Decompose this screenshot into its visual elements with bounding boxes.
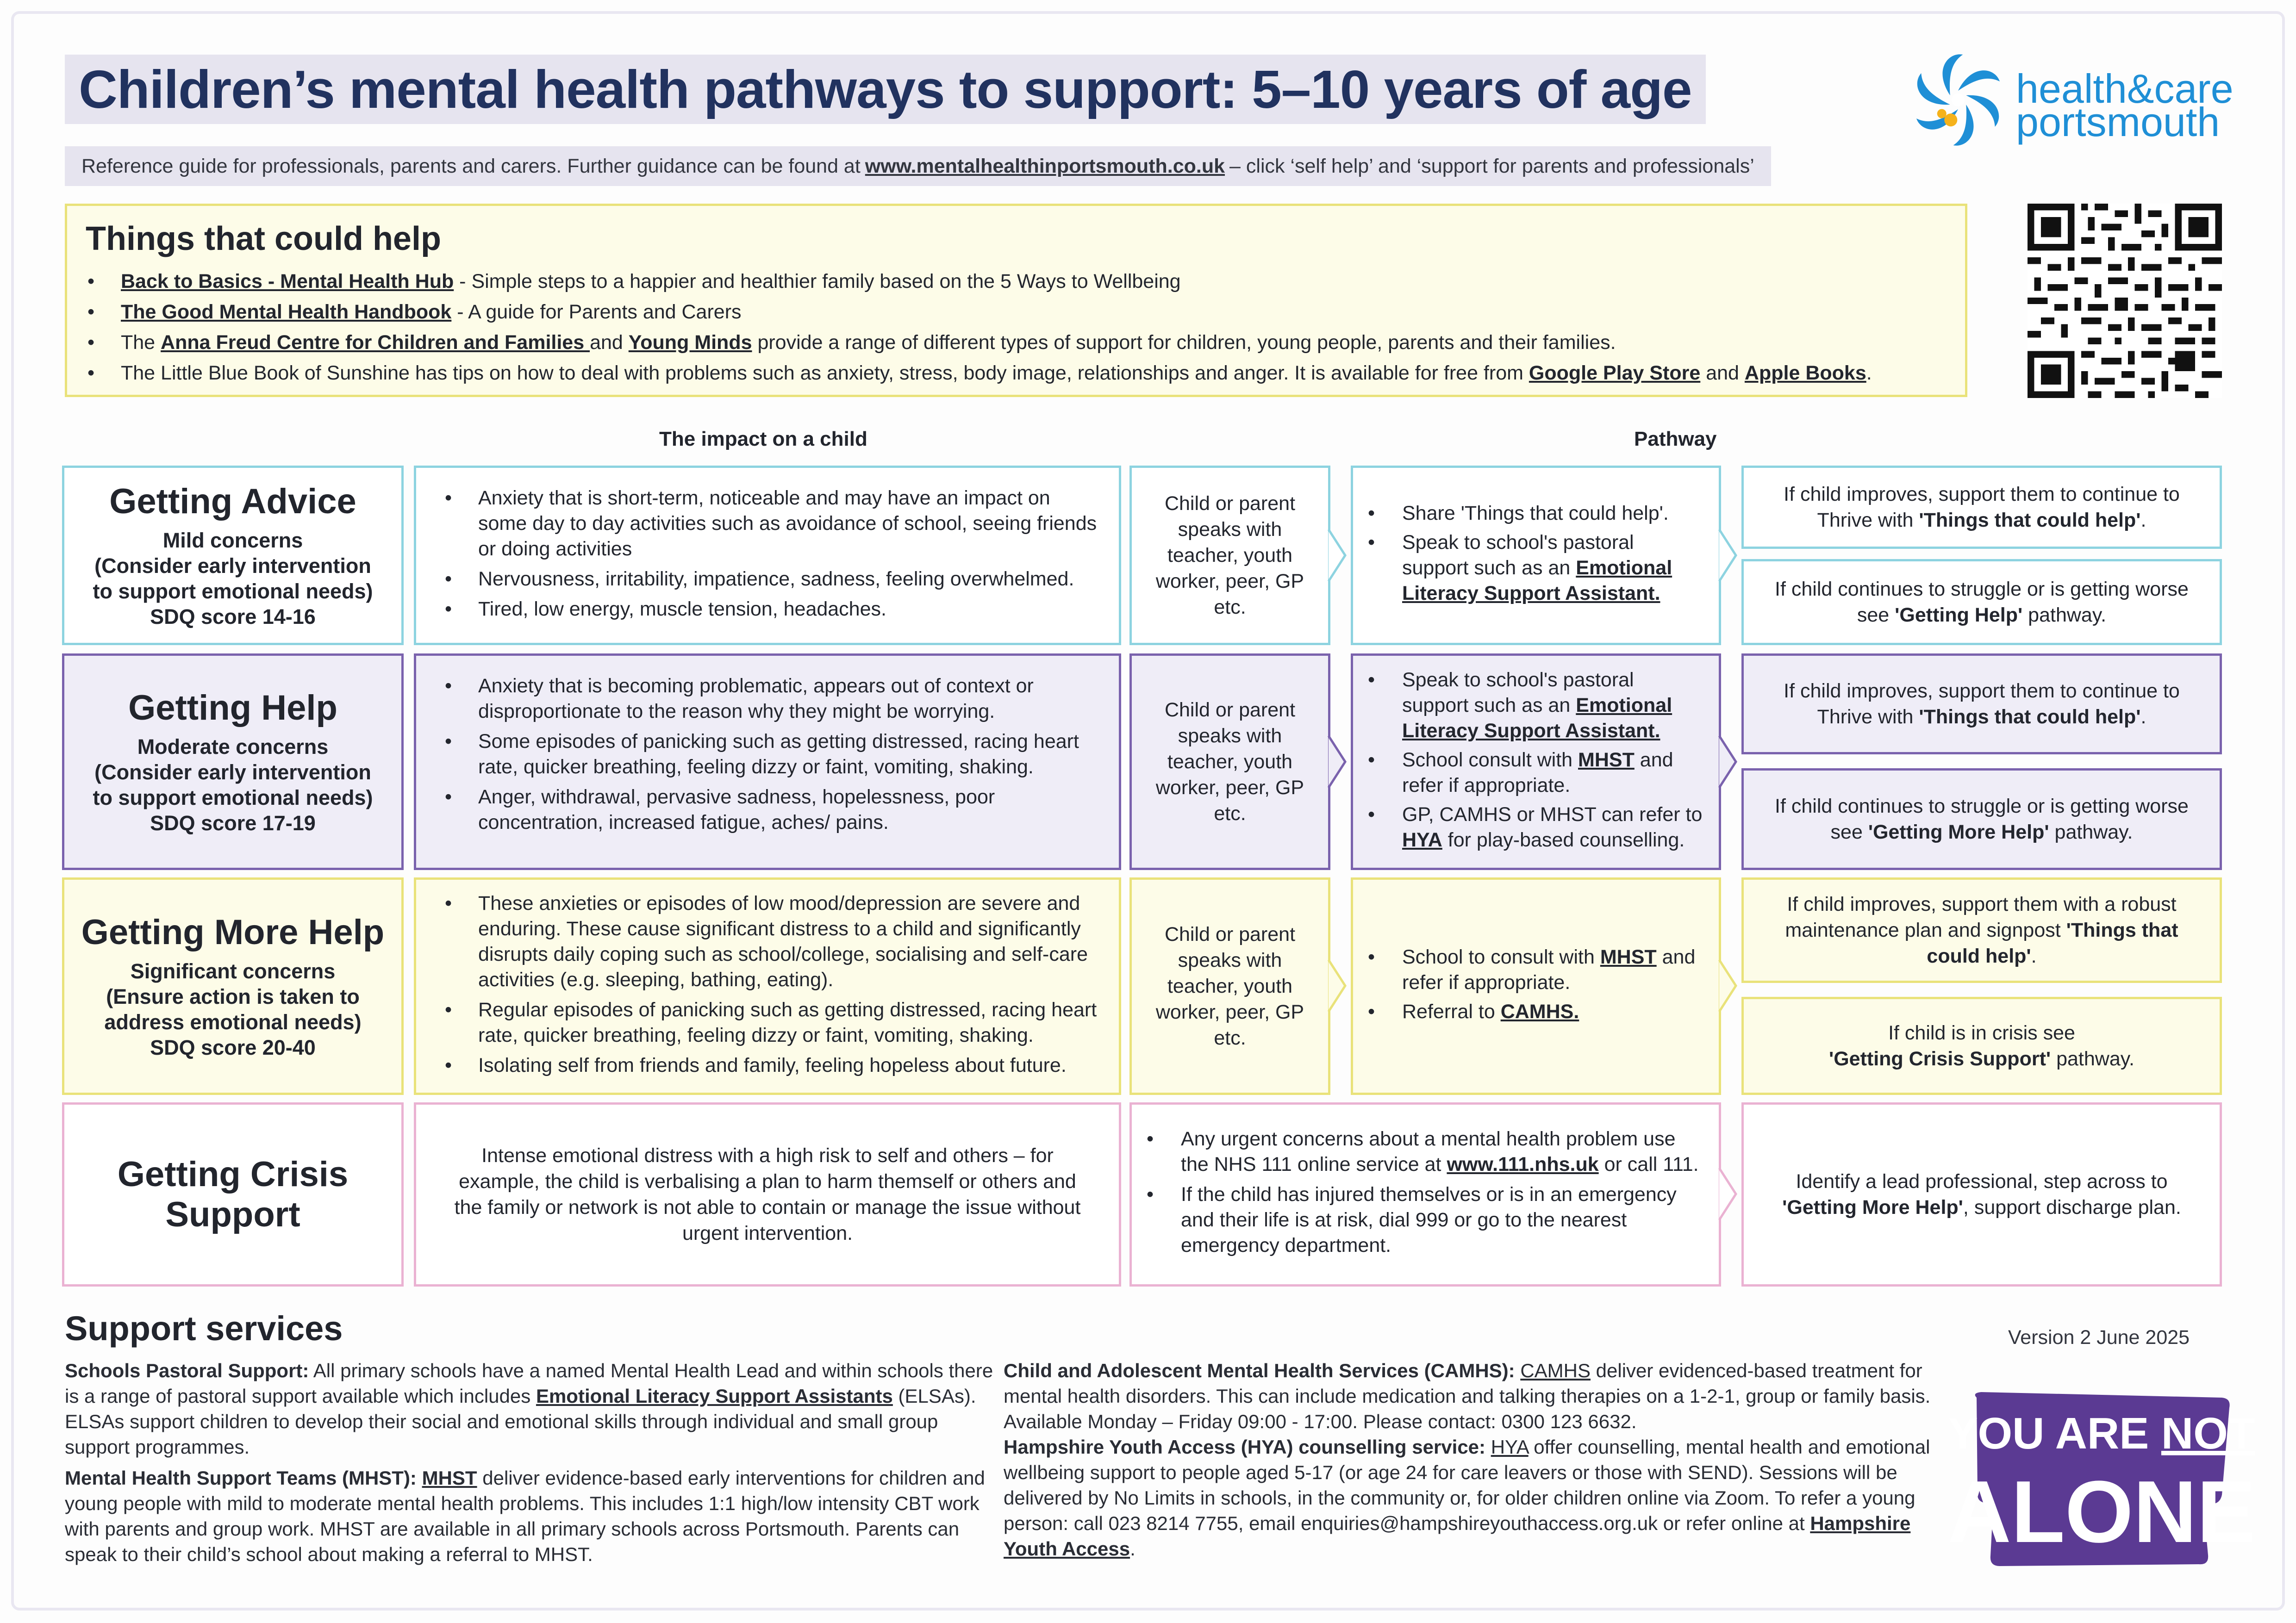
list-item: • If the child has injured themselves or is in an emergency and their life is at risk, dial 999 or go to the nearest emergency department. xyxy=(1136,1182,1705,1258)
google-play-link[interactable]: Google Play Store xyxy=(1529,362,1701,384)
outcome-text-part: . xyxy=(2140,509,2146,531)
outcome-emphasis: 'Things that could help' xyxy=(1919,706,2141,728)
getting-crisis-support-level xyxy=(62,1102,404,1287)
arrow-right-icon xyxy=(1717,734,1740,790)
getting-more-help-pathway xyxy=(1351,877,1721,1095)
version-label: Version 2 June 2025 xyxy=(2008,1326,2190,1349)
item-text: - A guide for Parents and Carers xyxy=(451,301,742,323)
list-item: • Anger, withdrawal, pervasive sadness, hopelessness, poor concentration, increased fatigue, aches/ pains. xyxy=(435,784,1100,835)
list-item: • Share 'Things that could help'. xyxy=(1358,501,1705,526)
outcome-emphasis: 'Getting More Help' xyxy=(1782,1196,1963,1219)
support-services-right-column xyxy=(1004,1358,1939,1567)
list-item: • Isolating self from friends and family, feeling hopeless about future. xyxy=(435,1053,1100,1078)
apple-books-link[interactable]: Apple Books xyxy=(1744,362,1866,384)
list-item xyxy=(1358,802,1705,853)
list-item: • Some episodes of panicking such as getting distressed, racing heart rate, quicker breathing, feeling dizzy or faint, vomiting, shaking. xyxy=(435,729,1100,780)
impact-text: Intense emotional distress with a high risk to self and others – for example, the child is verbalising a plan to harm themself or others and the family or network is not able to contain or manage the issue without urgent intervention. xyxy=(454,1144,1081,1244)
outcome-text-part: , support discharge plan. xyxy=(1963,1196,2181,1219)
paragraph-heading: Child and Adolescent Mental Health Services (CAMHS): xyxy=(1004,1360,1515,1381)
camhs-link[interactable]: CAMHS. xyxy=(1500,1000,1579,1023)
level-title: Getting Crisis Support xyxy=(117,1154,349,1234)
arrow-right-icon xyxy=(1717,528,1740,583)
arrow-right-icon xyxy=(1327,734,1349,790)
getting-advice-who xyxy=(1129,466,1330,645)
list-item xyxy=(1136,1126,1705,1177)
outcome-text-part: If child is in crisis see xyxy=(1888,1022,2075,1044)
list-item xyxy=(1358,530,1705,606)
mhst-link[interactable]: MHST xyxy=(1578,748,1635,771)
getting-advice-level xyxy=(62,466,404,645)
outcome-text xyxy=(1829,1020,2134,1072)
pastoral-support-paragraph xyxy=(65,1358,995,1460)
paragraph-heading: Hampshire Youth Access (HYA) counselling service: xyxy=(1004,1436,1486,1458)
logo-line-1: health&care xyxy=(2016,66,2234,112)
outcome-text xyxy=(1760,1169,2203,1220)
paragraph-text: deliver evidence-based early interventions for children and young people with mild to moderate mental health problems. This includes 1:1 high/low intensity CBT work with parents and group work. MHST are available in all primary schools across Portsmouth. Parents can speak to their child’s school about making a referral to MHST. xyxy=(65,1467,985,1565)
impact-list xyxy=(435,891,1100,1078)
list-item xyxy=(1358,747,1705,798)
getting-more-help-outcome-improves xyxy=(1741,877,2222,983)
getting-more-help-impact xyxy=(414,877,1121,1095)
good-mental-health-handbook-link[interactable]: The Good Mental Health Handbook xyxy=(121,301,452,323)
logo-line-2: portsmouth xyxy=(2016,99,2220,145)
item-text: and xyxy=(590,331,629,354)
urgent-list xyxy=(1136,1126,1705,1263)
item-text: School to consult with xyxy=(1402,945,1600,968)
list-item xyxy=(1358,999,1705,1025)
hya-link[interactable]: HYA xyxy=(1402,828,1442,851)
back-to-basics-link[interactable]: Back to Basics - Mental Health Hub xyxy=(121,270,454,292)
support-services-title: Support services xyxy=(65,1309,343,1348)
getting-more-help-who xyxy=(1129,877,1330,1095)
who-text: Child or parent speaks with teacher, youth worker, peer, GP etc. xyxy=(1155,492,1304,618)
pathway-list xyxy=(1358,667,1705,857)
badge-text-part: YOU ARE xyxy=(1948,1409,2161,1458)
who-text: Child or parent speaks with teacher, youth worker, peer, GP etc. xyxy=(1155,923,1304,1049)
outcome-text xyxy=(1760,481,2203,533)
outcome-text-part: pathway. xyxy=(2051,1048,2134,1070)
item-text: Any urgent concerns about a mental health problem use the NHS 111 online service at xyxy=(1181,1127,1676,1175)
health-care-portsmouth-logo xyxy=(1907,54,2234,146)
getting-advice-pathway xyxy=(1351,466,1721,645)
item-text: GP, CAMHS or MHST can refer to xyxy=(1402,803,1703,826)
paragraph-text: deliver evidenced-based treatment for mental health disorders. This can include medication and talking therapies on a 1-2-1, group or family basis. Available Monday – Friday 09:00 - 17:00. Please contact: 0300 123 6632. xyxy=(1004,1360,1931,1432)
list-item: • Anxiety that is short-term, noticeable and may have an impact on some day to day activities such as avoidance of school, seeing friends or doing activities xyxy=(435,485,1100,562)
logo-wordmark xyxy=(2016,66,2234,145)
pinwheel-logo-icon xyxy=(1907,49,2009,151)
level-title: Getting More Help xyxy=(81,912,385,952)
camhs-paragraph xyxy=(1004,1358,1939,1434)
level-note: (Ensure action is taken to xyxy=(106,984,360,1008)
item-text: and refer if appropriate. xyxy=(1402,748,1673,796)
outcome-text-part: If child improves, support them to continue to Thrive with xyxy=(1784,483,2180,531)
page-title: Children’s mental health pathways to support: 5–10 years of age xyxy=(79,59,1692,119)
paragraph-heading: Mental Health Support Teams (MHST): xyxy=(65,1467,417,1489)
outcome-text-part: Identify a lead professional, step across to xyxy=(1796,1170,2168,1193)
outcome-emphasis: 'Getting Crisis Support' xyxy=(1828,1048,2051,1070)
outcome-text-part: If child continues to struggle or is getting worse see xyxy=(1775,795,2189,843)
item-text: Speak to school's pastoral support such as an xyxy=(1402,531,1634,579)
badge-line-2: ALONE xyxy=(1947,1463,2256,1561)
level-severity: Mild concerns xyxy=(162,528,303,552)
level-note: to support emotional needs) xyxy=(93,785,373,809)
badge-line-1 xyxy=(1948,1409,2255,1458)
list-item xyxy=(86,327,1947,358)
level-sdq: SDQ score 17-19 xyxy=(150,811,316,835)
things-title: Things that could help xyxy=(86,220,441,257)
getting-help-level xyxy=(62,653,404,870)
arrow-right-icon xyxy=(1327,528,1349,583)
level-title: Getting Help xyxy=(128,688,337,728)
elsa-link[interactable]: Emotional Literacy Support Assistant. xyxy=(1402,557,1672,604)
item-text: for play-based counselling. xyxy=(1442,828,1685,851)
level-severity: Significant concerns xyxy=(130,959,336,983)
getting-crisis-impact xyxy=(414,1102,1121,1287)
paragraph-text: (ELSAs). ELSAs support children to develop their social and emotional skills through individual and small group support programmes. xyxy=(65,1385,976,1458)
things-that-could-help-panel xyxy=(65,204,1967,397)
item-text: Speak to school's pastoral support such as an xyxy=(1402,668,1634,716)
support-services-left-column xyxy=(65,1358,995,1573)
outcome-text xyxy=(1760,793,2203,845)
level-title: Getting Advice xyxy=(109,481,356,521)
outcome-text-part: pathway. xyxy=(2022,604,2107,626)
qr-code-icon[interactable] xyxy=(2028,204,2222,398)
level-note: address emotional needs) xyxy=(104,1010,362,1034)
getting-help-pathway xyxy=(1351,653,1721,870)
arrow-right-icon xyxy=(1717,958,1740,1014)
level-note: (Consider early intervention xyxy=(94,553,371,578)
item-text: . xyxy=(1866,362,1872,384)
outcome-text-part: If child continues to struggle or is getting worse see xyxy=(1775,578,2189,626)
list-item: • Regular episodes of panicking such as getting distressed, racing heart rate, quicker breathing, feeling dizzy or faint, vomiting, shaking. xyxy=(435,997,1100,1048)
list-item xyxy=(1358,945,1705,995)
getting-help-outcome-improves xyxy=(1741,653,2222,754)
getting-advice-outcome-worse xyxy=(1741,559,2222,645)
outcome-emphasis: 'Getting Help' xyxy=(1895,604,2023,626)
item-text: provide a range of different types of support for children, young people, parents and their families. xyxy=(752,331,1616,354)
outcome-emphasis: 'Things that could help' xyxy=(1927,919,2178,967)
camhs-link[interactable]: CAMHS xyxy=(1520,1360,1591,1381)
mhst-paragraph xyxy=(65,1465,995,1567)
outcome-text-part: If child improves, support them with a robust maintenance plan and signpost xyxy=(1785,893,2177,941)
list-item xyxy=(1358,667,1705,744)
list-item xyxy=(86,358,1947,388)
item-text: The Little Blue Book of Sunshine has tips on how to deal with problems such as anxiety, stress, body image, relationships and anger. It is available for free from xyxy=(121,362,1529,384)
impact-list xyxy=(435,673,1100,835)
getting-help-outcome-worse xyxy=(1741,768,2222,870)
elsa-link[interactable]: Emotional Literacy Support Assistant. xyxy=(1402,694,1672,742)
getting-advice-impact xyxy=(414,466,1121,645)
arrow-right-icon xyxy=(1717,1166,1740,1222)
paragraph-text: All primary schools have a named Mental Health Lead and within schools there is a range of pastoral support available which includes xyxy=(65,1360,993,1407)
website-link[interactable]: www.mentalhealthinportsmouth.co.uk xyxy=(865,155,1225,177)
outcome-text-part: pathway. xyxy=(2049,821,2133,843)
hya-paragraph xyxy=(1004,1434,1939,1561)
title-banner xyxy=(65,55,1706,124)
item-text: or call 111. xyxy=(1598,1153,1699,1175)
young-minds-link[interactable]: Young Minds xyxy=(628,331,752,354)
pathway-list xyxy=(1358,945,1705,1028)
outcome-text-part: . xyxy=(2140,706,2146,728)
mhst-link[interactable]: MHST xyxy=(422,1467,477,1489)
subtitle-suffix: – click ‘self help’ and ‘support for parents and professionals’ xyxy=(1229,155,1754,177)
paragraph-heading: Schools Pastoral Support: xyxy=(65,1360,309,1381)
list-item xyxy=(86,297,1947,327)
nhs-111-link[interactable]: www.111.nhs.uk xyxy=(1447,1153,1599,1175)
hya-link[interactable]: HYA xyxy=(1491,1436,1529,1458)
item-text: and refer if appropriate. xyxy=(1402,945,1696,994)
list-item: • Anxiety that is becoming problematic, appears out of context or disproportionate to the reason why they might be worrying. xyxy=(435,673,1100,724)
outcome-emphasis: 'Getting More Help' xyxy=(1868,821,2049,843)
arrow-right-icon xyxy=(1327,958,1349,1014)
getting-advice-outcome-improves xyxy=(1741,466,2222,549)
level-severity: Moderate concerns xyxy=(137,734,329,759)
list-item: • Tired, low energy, muscle tension, headaches. xyxy=(435,597,1100,622)
getting-crisis-urgent-actions xyxy=(1129,1102,1721,1287)
pathway-list xyxy=(1358,501,1705,610)
you-are-not-alone-badge xyxy=(1947,1379,2256,1578)
item-text: The xyxy=(121,331,161,354)
list-item: • Nervousness, irritability, impatience, sadness, feeling overwhelmed. xyxy=(435,566,1100,592)
badge-text-emphasis: NOT xyxy=(2161,1409,2255,1458)
getting-more-help-level xyxy=(62,877,404,1095)
pathway-column-header: Pathway xyxy=(1634,428,1717,450)
subtitle-text: Reference guide for professionals, parents and carers. Further guidance can be found at xyxy=(81,155,861,177)
level-note: (Consider early intervention xyxy=(94,760,371,784)
getting-more-help-outcome-crisis xyxy=(1741,997,2222,1095)
mhst-link[interactable]: MHST xyxy=(1600,945,1657,968)
impact-list xyxy=(435,485,1100,622)
item-text: School consult with xyxy=(1402,748,1578,771)
outcome-text xyxy=(1760,576,2203,628)
outcome-text-part: . xyxy=(2031,945,2037,967)
subtitle-banner xyxy=(65,146,1771,186)
outcome-text xyxy=(1760,678,2203,730)
outcome-emphasis: 'Things that could help' xyxy=(1919,509,2141,531)
item-text: Referral to xyxy=(1402,1000,1501,1023)
paragraph-text: . xyxy=(1130,1538,1136,1560)
list-item: • These anxieties or episodes of low mood/depression are severe and enduring. These cause significant distress to a child and significantly disrupts daily coping such as school/college, socialising and self-care activities (e.g. sleeping, bathing, eating). xyxy=(435,891,1100,993)
impact-column-header: The impact on a child xyxy=(659,428,867,450)
who-text: Child or parent speaks with teacher, youth worker, peer, GP etc. xyxy=(1155,699,1304,825)
getting-crisis-outcome xyxy=(1741,1102,2222,1287)
paragraph-text: offer counselling, mental health and emotional wellbeing support to people aged 5-17 (or age 24 for care leavers or those with SEND). Sessions will be delivered by No Limits in schools, in the community or, for older children online via Zoom. To refer a young person: call 023 8214 7755, email enquiries@hampshireyouthaccess.org.uk or refer online at xyxy=(1004,1436,1930,1534)
elsa-link[interactable]: Emotional Literacy Support Assistants xyxy=(536,1385,893,1407)
anna-freud-link[interactable]: Anna Freud Centre for Children and Families xyxy=(161,331,590,354)
hampshire-youth-access-link[interactable]: Hampshire Youth Access xyxy=(1004,1512,1911,1560)
getting-help-impact xyxy=(414,653,1121,870)
outcome-text xyxy=(1760,891,2203,969)
level-sdq: SDQ score 14-16 xyxy=(150,604,316,628)
outcome-text-part: If child improves, support them to continue to Thrive with xyxy=(1784,680,2180,728)
item-text: - Simple steps to a happier and healthier family based on the 5 Ways to Wellbeing xyxy=(454,270,1181,292)
getting-help-who xyxy=(1129,653,1330,870)
things-list xyxy=(86,266,1947,388)
list-item xyxy=(86,266,1947,297)
level-sdq: SDQ score 20-40 xyxy=(150,1035,316,1059)
item-text: and xyxy=(1700,362,1745,384)
level-note: to support emotional needs) xyxy=(93,579,373,603)
